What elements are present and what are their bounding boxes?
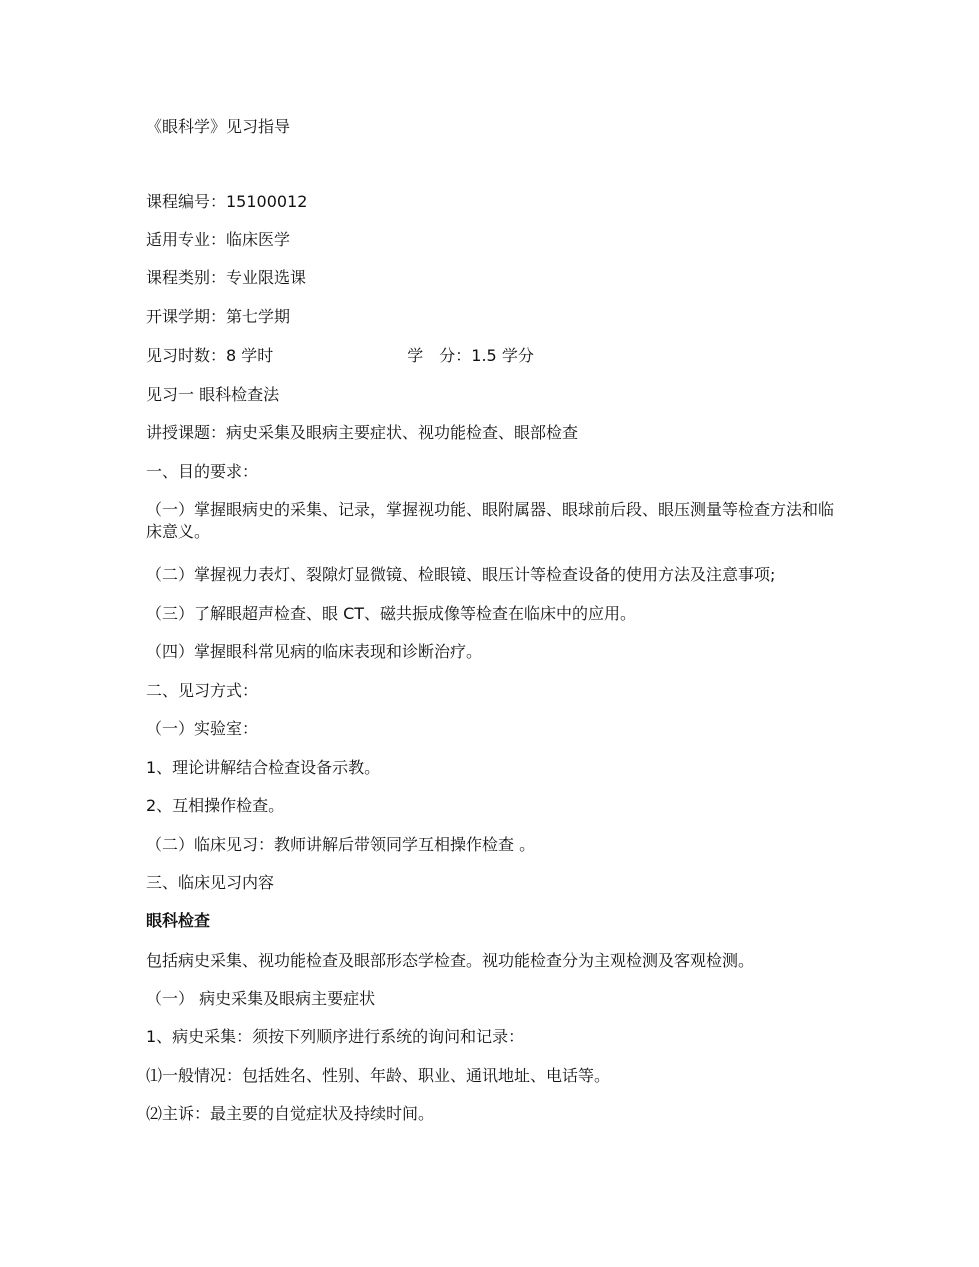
lecture-topic: 讲授课题：病史采集及眼病主要症状、视功能检查、眼部检查: [146, 423, 579, 442]
history-item: 1、病史采集：须按下列顺序进行系统的询问和记录：: [146, 1027, 525, 1046]
method-lab-heading: （一）实验室：: [146, 719, 259, 738]
section-method-heading: 二、见习方式：: [146, 681, 259, 700]
applicable-major: 适用专业：临床医学: [146, 230, 291, 249]
course-category: 课程类别：专业限选课: [146, 268, 307, 287]
hours-credits-row: [146, 346, 534, 366]
method-lab-item: 1、理论讲解结合检查设备示教。: [146, 758, 381, 777]
lesson-title: 见习一 眼科检查法: [146, 385, 280, 404]
history-subitem: ⑵主诉：最主要的自觉症状及持续时间。: [146, 1104, 435, 1123]
eye-exam-intro: 包括病史采集、视功能检查及眼部形态学检查。视功能检查分为主观检测及客观检测。: [146, 951, 755, 970]
credits: 学 分：1.5 学分: [407, 346, 534, 365]
objective-item: （一）掌握眼病史的采集、记录，掌握视功能、眼附属器、眼球前后段、眼压测量等检查方法和临床意义。: [146, 500, 835, 541]
objective-item: （三）了解眼超声检查、眼 CT、磁共振成像等检查在临床中的应用。: [146, 604, 637, 623]
course-code: 课程编号：15100012: [146, 192, 308, 211]
method-lab-item: 2、互相操作检查。: [146, 796, 285, 815]
practice-hours: 见习时数：8 学时: [146, 346, 274, 365]
history-subitem: ⑴一般情况：包括姓名、性别、年龄、职业、通讯地址、电话等。: [146, 1066, 611, 1085]
eye-exam-title: 眼科检查: [146, 911, 211, 930]
objective-item: （四）掌握眼科常见病的临床表现和诊断治疗。: [146, 642, 483, 661]
method-clinical: （二）临床见习：教师讲解后带领同学互相操作检查 。: [146, 835, 536, 854]
section-content-heading: 三、临床见习内容: [146, 873, 275, 892]
semester: 开课学期：第七学期: [146, 307, 291, 326]
section-objectives-heading: 一、目的要求：: [146, 462, 259, 481]
objective-item: （二）掌握视力表灯、裂隙灯显微镜、检眼镜、眼压计等检查设备的使用方法及注意事项;: [146, 565, 776, 584]
history-subheading: （一） 病史采集及眼病主要症状: [146, 989, 376, 1008]
document-title: 《眼科学》见习指导: [146, 117, 291, 136]
